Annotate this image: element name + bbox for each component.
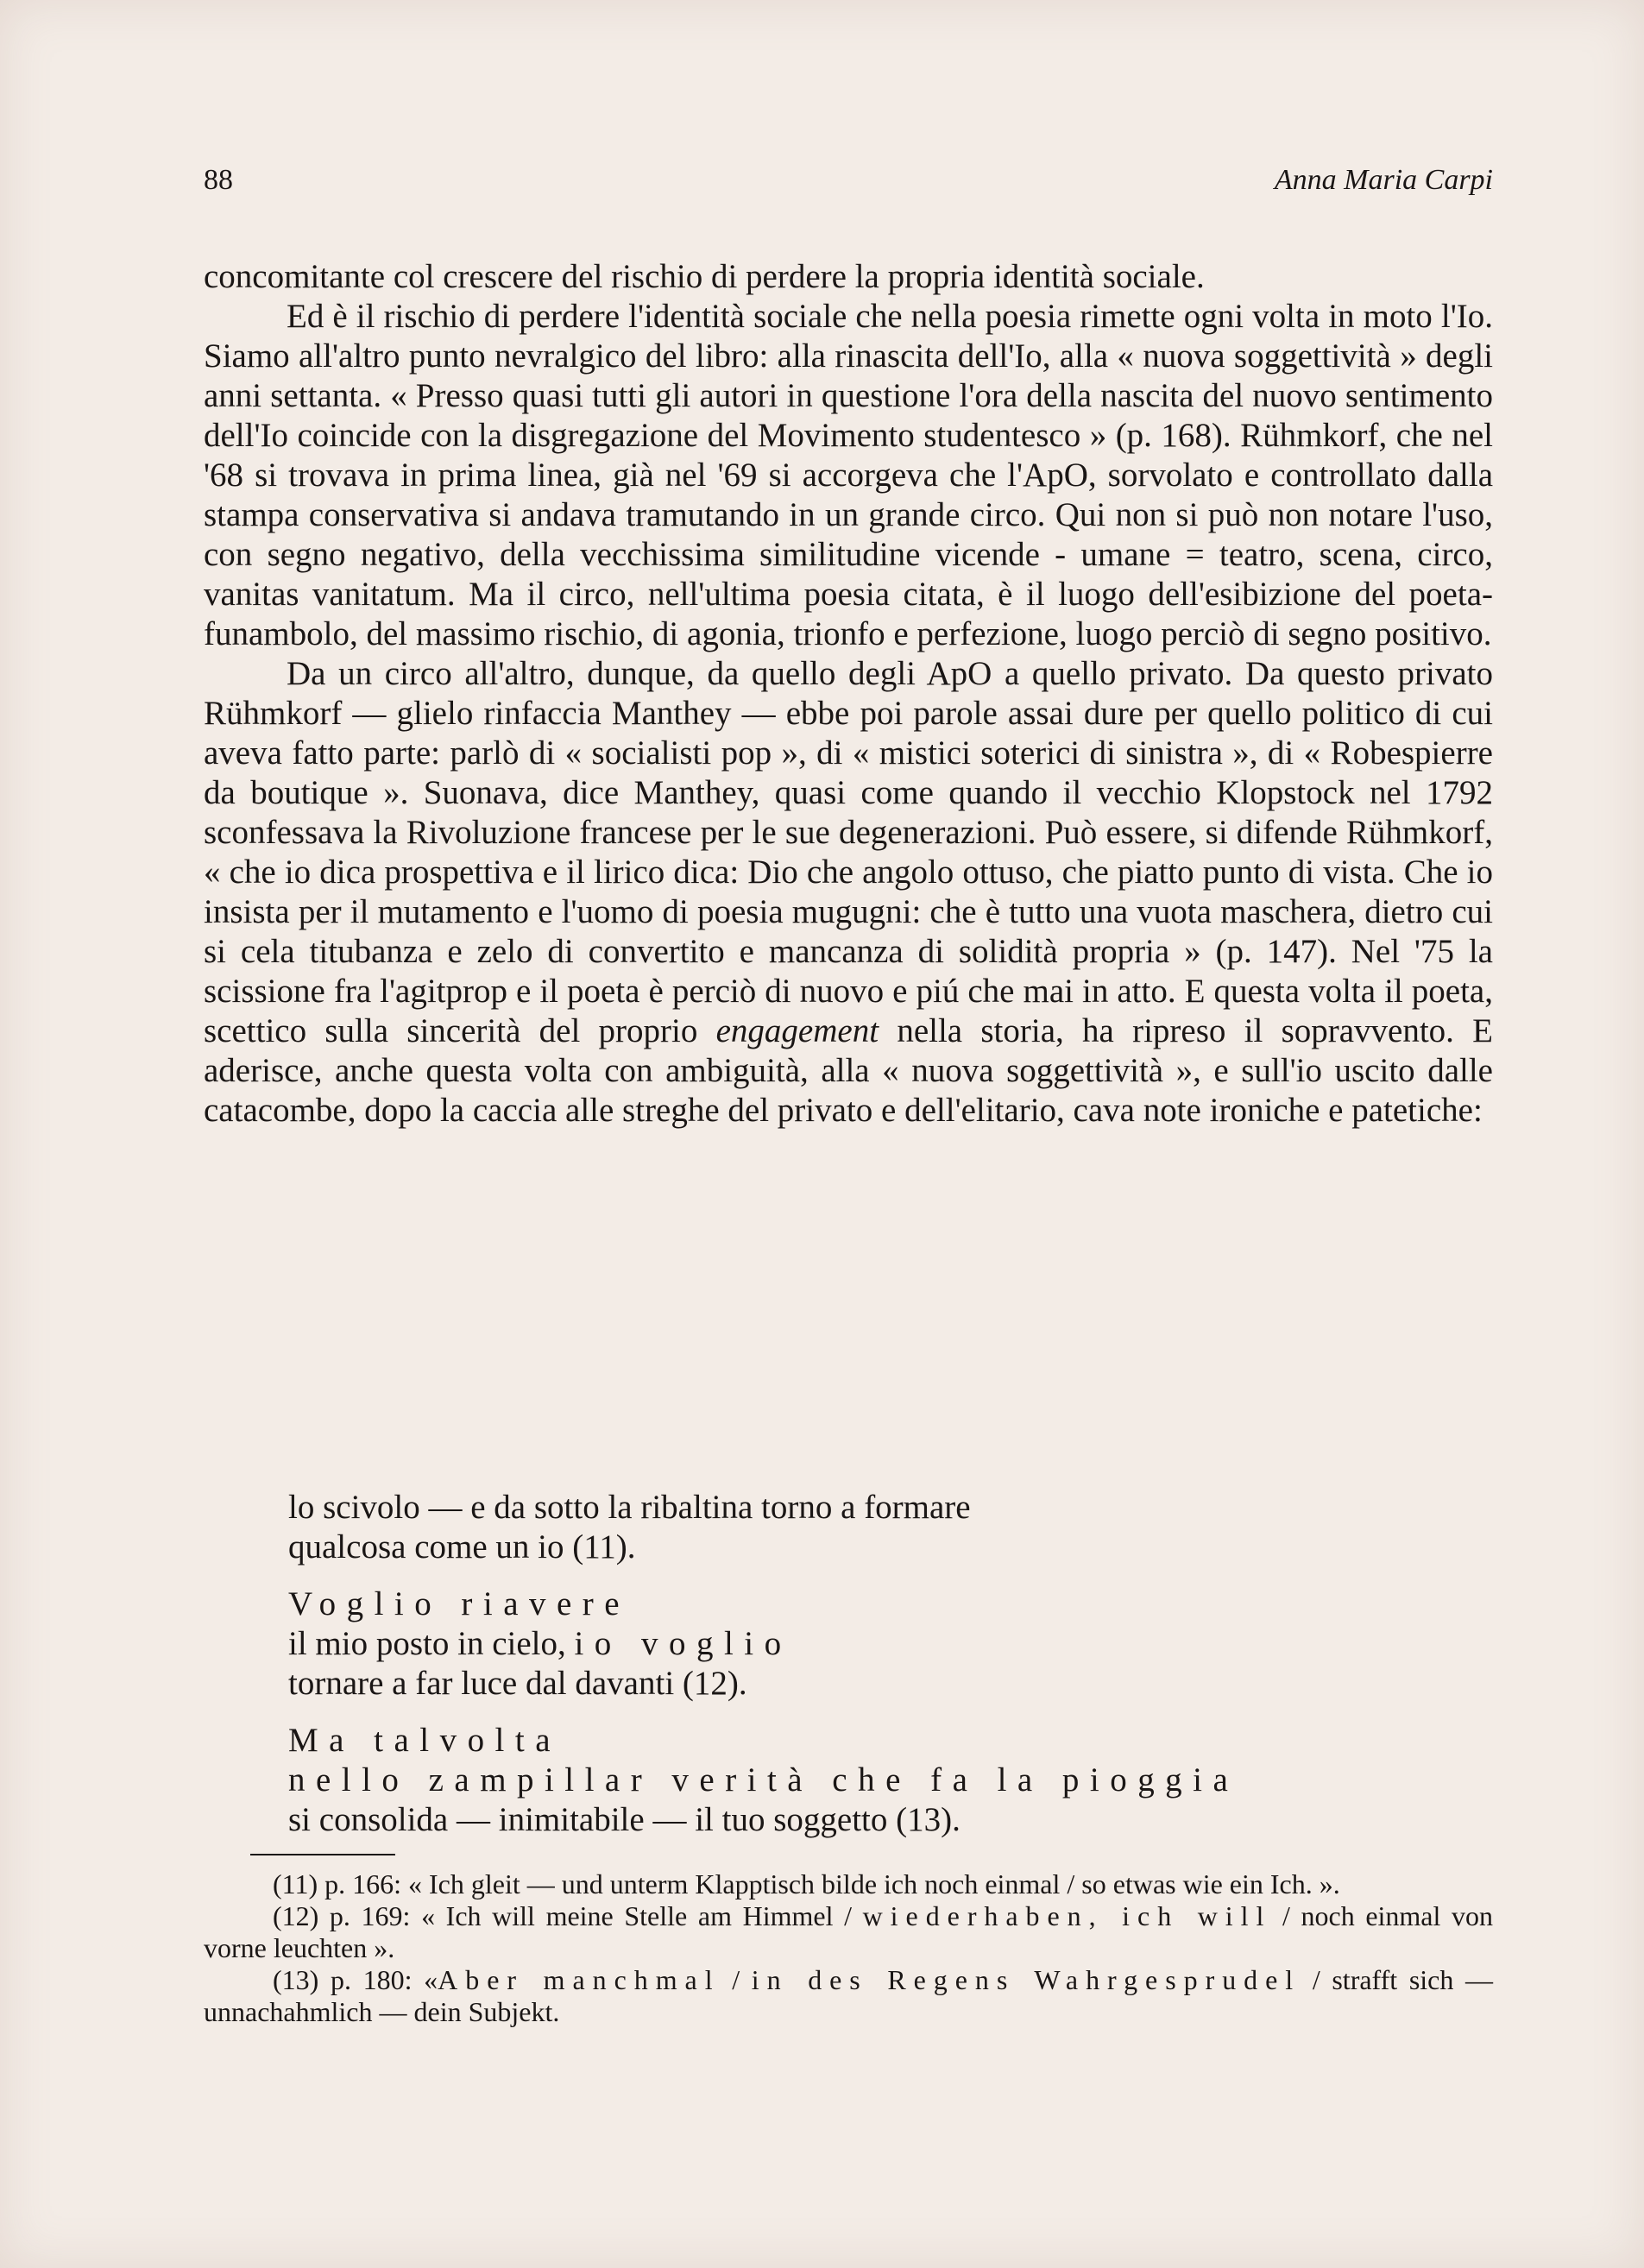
poem-quote-12 [288,1584,1496,1704]
spaced-text: nello zampillar verità che fa la pioggia [288,1761,1239,1799]
spaced-text: wiederhaben, ich will [862,1900,1272,1931]
footnote-text: / [732,1964,740,1995]
quote-line [288,1584,1496,1624]
footnote-12 [204,1900,1493,1964]
quote-line: tornare a far luce dal davanti (12). [288,1665,747,1702]
paragraph-1: concomitante col crescere del rischio di perdere la propria identità sociale. [204,258,1205,295]
footnotes [204,1868,1493,2028]
poem-quote-13 [288,1721,1496,1840]
footnote-text: / noch einmal von vorne leuchten ». [204,1900,1494,1963]
footnote-text: (13) p. 180: « [273,1964,438,1995]
paragraph-3-text-a: Da un circo all'altro, dunque, da quello degli ApO a quello privato. Da questo privato Rühmkorf — glielo rinfaccia Manthey — ebbe poi parole assai dure per quello politico di cui aveva fatto parte: parlò di « socialisti pop », di « mistici soterici di sinistra », di « Robespierre da boutique ». Suonava, dice Manthey, quasi come quando il vecchio Klopstock nel 1792 sconfessava la Rivoluzione francese per le sue degenerazioni. Può essere, si difende Rühmkorf, « che io dica prospettiva e il lirico dica: Dio che angolo ottuso, che piatto punto di vista. Che io insista per il mutamento e l'uomo di poesia mugugni: che è tutto una vuota maschera, dietro cui si cela titubanza e zelo di convertito e mancanza di solidità propria » (p. 147). Nel '75 la scissione fra l'agitprop e il poeta è perciò di nuovo e piú che mai in atto. E questa volta il poeta, scettico sulla sincerità del proprio [204,655,1493,1049]
quote-line [288,1761,1496,1800]
spaced-text: in des Regens Wahrgesprudel [751,1964,1301,1995]
emphasis-engagement: engagement [715,1012,879,1049]
quote-text: il mio posto in cielo, [288,1625,566,1662]
spaced-text: Aber manchmal [438,1964,721,1995]
quote-line [288,1721,1496,1761]
paragraph-3 [204,654,1493,1131]
poem-quote-11 [288,1488,1496,1567]
spaced-text: io voglio [574,1625,792,1662]
footnote-divider [250,1854,395,1855]
running-title-author: Anna Maria Carpi [1274,164,1493,196]
paragraph-3-text-b: nella storia, ha ripreso il sopravvento. E aderisce, anche questa volta con ambiguità, alla « nuova soggettività », e sull'io uscito dalle catacombe, dopo la caccia alle streghe del privato e dell'elitario, cava note ironiche e patetiche: [204,1012,1494,1129]
paragraph-2: Ed è il rischio di perdere l'identità sociale che nella poesia rimette ogni volta in moto l'Io. Siamo all'altro punto nevralgico del libro: alla rinascita dell'Io, alla « nuova soggettività » degli anni settanta. « Presso quasi tutti gli autori in questione l'ora della nascita del nuovo sentimento dell'Io coincide con la disgregazione del Movimento studentesco » (p. 168). Rühmkorf, che nel '68 si trovava in prima linea, già nel '69 si accorgeva che l'ApO, sorvolato e controllato dalla stampa conservativa si andava tramutando in un grande circo. Qui non si può non notare l'uso, con segno negativo, della vecchissima similitudine vicende - umane = teatro, scena, circo, vanitas vanitatum. Ma il circo, nell'ultima poesia citata, è il luogo dell'esibizione del poeta-funambolo, del massimo rischio, di agonia, trionfo e perfezione, luogo perciò di segno positivo. [204,298,1493,652]
footnote-13 [204,1964,1493,2028]
running-header [204,164,1493,207]
page-number: 88 [204,164,233,196]
quote-line [288,1624,1496,1664]
main-text [204,257,1493,1131]
spaced-text: Ma talvolta [288,1722,561,1759]
quote-line: lo scivolo — e da sotto la ribaltina torno a formare [288,1489,971,1526]
quote-line: qualcosa come un io (11). [288,1528,636,1566]
footnote-text: / strafft sich — unnachahmlich — dein Subjekt. [204,1964,1494,2027]
spaced-text: Voglio riavere [288,1585,631,1622]
footnote-11: (11) p. 166: « Ich gleit — und unterm Klapptisch bilde ich noch einmal / so etwas wie ein Ich. ». [273,1868,1340,1899]
footnote-text: (12) p. 169: « Ich will meine Stelle am Himmel / [273,1900,852,1931]
quote-line: si consolida — inimitabile — il tuo soggetto (13). [288,1801,961,1838]
